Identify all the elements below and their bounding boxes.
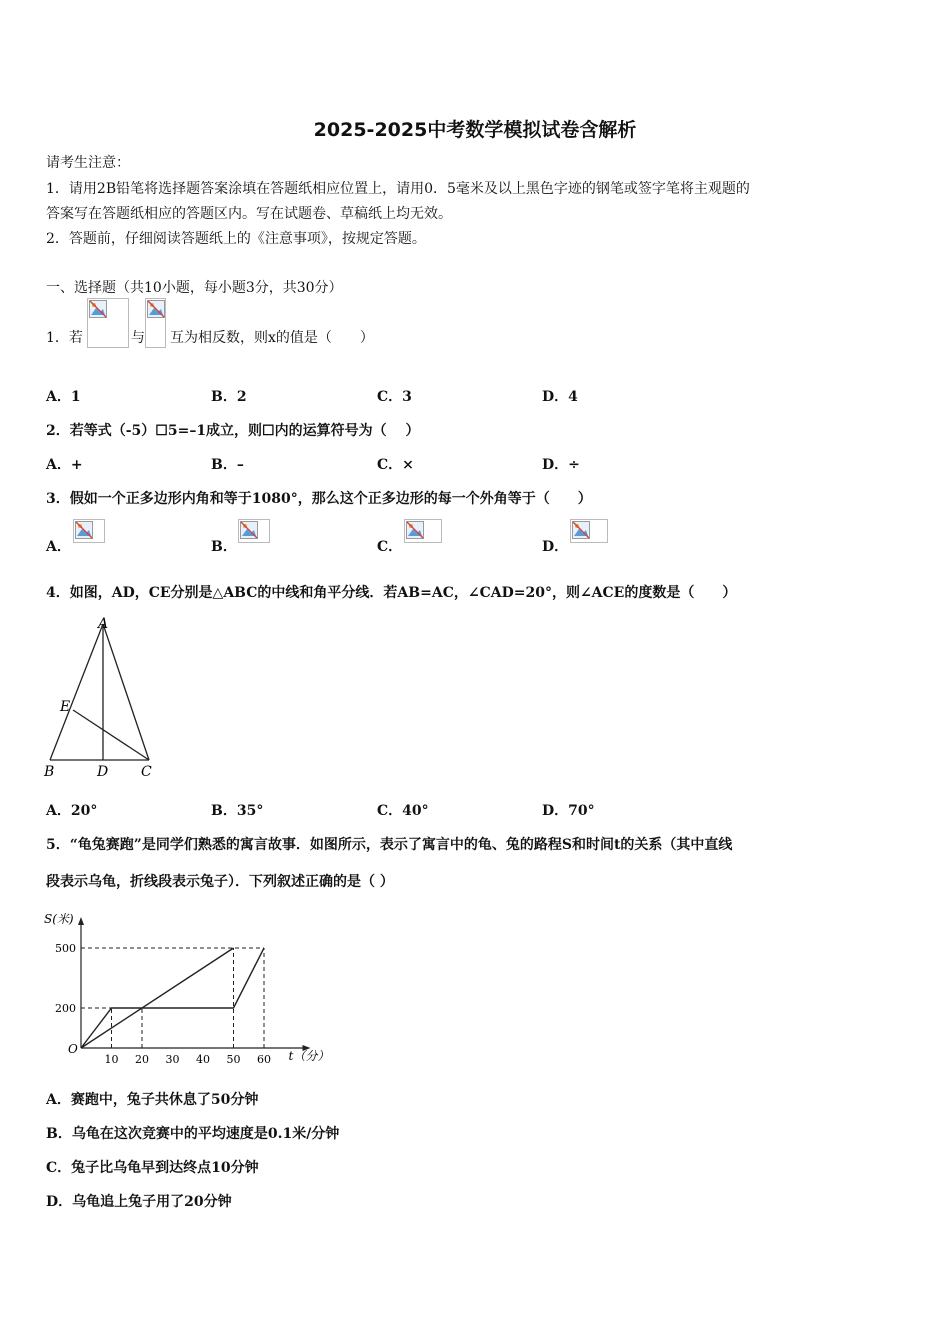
broken-image-icon bbox=[240, 521, 258, 539]
tortoise-line bbox=[81, 948, 234, 1048]
notice-line-1: 1．请用2B铅笔将选择题答案涂填在答题纸相应位置上，请用0．5毫米及以上黑色字迹的钢笔或签字笔将主观题的 bbox=[46, 181, 750, 197]
q3-stem: 3．假如一个正多边形内角和等于1080°，那么这个正多边形的每一个外角等于（ ） bbox=[46, 491, 592, 507]
q1-suffix: 互为相反数，则x的值是（ ） bbox=[170, 330, 374, 346]
q1-prefix: 1．若 bbox=[46, 330, 83, 346]
x-tick-label: 30 bbox=[165, 1053, 180, 1066]
q1-option-d: D．4 bbox=[542, 389, 578, 405]
q1-option-a: A．1 bbox=[46, 389, 81, 405]
origin-label: O bbox=[68, 1042, 78, 1056]
q3-option-d: D． bbox=[542, 539, 569, 555]
side-ac bbox=[103, 624, 149, 760]
q3-option-c-image bbox=[404, 519, 442, 543]
label-e: E bbox=[60, 699, 71, 715]
triangle-figure bbox=[40, 612, 170, 782]
notice-heading: 请考生注意： bbox=[46, 155, 130, 171]
q5-option-d: D．乌龟追上兔子用了20分钟 bbox=[46, 1194, 232, 1210]
q1-option-c: C．3 bbox=[377, 389, 412, 405]
y-axis-arrow bbox=[78, 917, 84, 925]
notice-line-2: 答案写在答题纸相应的答题区内。写在试题卷、草稿纸上均无效。 bbox=[46, 206, 452, 222]
broken-image-icon bbox=[572, 521, 590, 539]
label-a: A bbox=[98, 616, 109, 632]
q4-option-c: C．40° bbox=[377, 803, 429, 819]
q3-option-b-image bbox=[238, 519, 270, 543]
y-tick-label: 500 bbox=[55, 942, 76, 955]
notice-line-3: 2．答题前，仔细阅读答题纸上的《注意事项》，按规定答题。 bbox=[46, 231, 426, 247]
broken-image-icon bbox=[406, 521, 424, 539]
label-b: B bbox=[44, 764, 55, 780]
side-ab bbox=[50, 624, 103, 760]
q3-option-a-image bbox=[73, 519, 105, 543]
q3-option-a: A． bbox=[46, 539, 71, 555]
x-tick-label: 40 bbox=[196, 1053, 210, 1066]
q4-option-a: A．20° bbox=[46, 803, 98, 819]
broken-image-icon bbox=[75, 521, 93, 539]
q5-option-a: A．赛跑中，兔子共休息了50分钟 bbox=[46, 1092, 259, 1108]
q4-stem: 4．如图，AD，CE分别是△ABC的中线和角平分线．若AB=AC，∠CAD=20°，则∠ACE的度数是（ ） bbox=[46, 585, 737, 601]
x-tick-label: 60 bbox=[257, 1053, 271, 1066]
q3-option-c: C． bbox=[377, 539, 403, 555]
q5-stem-line-2: 段表示乌龟，折线段表示兔子）．下列叙述正确的是（ ） bbox=[46, 874, 394, 890]
q2-stem: 2．若等式（-5）☐5=–1成立，则☐内的运算符号为（ ） bbox=[46, 423, 420, 439]
broken-image-icon bbox=[89, 300, 107, 318]
q2-option-a: A．+ bbox=[46, 457, 83, 473]
q3-option-b: B． bbox=[211, 539, 237, 555]
hare-line bbox=[81, 948, 264, 1048]
label-c: C bbox=[141, 764, 152, 780]
q4-option-b: B．35° bbox=[211, 803, 264, 819]
q2-option-b: B．– bbox=[211, 457, 244, 473]
y-tick-label: 200 bbox=[55, 1002, 76, 1015]
q3-option-d-image bbox=[570, 519, 608, 543]
q5-option-b: B．乌龟在这次竞赛中的平均速度是0.1米/分钟 bbox=[46, 1126, 340, 1142]
bisector-ce bbox=[73, 710, 149, 760]
q1-image-1 bbox=[87, 298, 129, 348]
page-title: 2025-2025中考数学模拟试卷含解析 bbox=[313, 119, 637, 141]
section-heading: 一、选择题（共10小题，每小题3分，共30分） bbox=[46, 280, 343, 296]
x-tick-label: 10 bbox=[104, 1053, 119, 1066]
label-d: D bbox=[97, 764, 109, 780]
x-tick-label: 50 bbox=[226, 1053, 241, 1066]
q4-option-d: D．70° bbox=[542, 803, 595, 819]
x-tick-label: 20 bbox=[135, 1053, 149, 1066]
race-graph bbox=[40, 905, 330, 1070]
q2-option-d: D．÷ bbox=[542, 457, 580, 473]
x-axis-label: t（分） bbox=[288, 1049, 330, 1063]
q2-option-c: C．× bbox=[377, 457, 414, 473]
q5-stem-line-1: 5．“龟兔赛跑”是同学们熟悉的寓言故事．如图所示，表示了寓言中的龟、兔的路程S和时间t的关系（其中直线 bbox=[46, 837, 733, 853]
q1-image-2 bbox=[145, 298, 166, 348]
y-axis-label: S(米) bbox=[44, 912, 74, 926]
q1-option-b: B．2 bbox=[211, 389, 247, 405]
broken-image-icon bbox=[147, 300, 165, 318]
q5-option-c: C．兔子比乌龟早到达终点10分钟 bbox=[46, 1160, 259, 1176]
q1-mid: 与 bbox=[131, 330, 145, 346]
